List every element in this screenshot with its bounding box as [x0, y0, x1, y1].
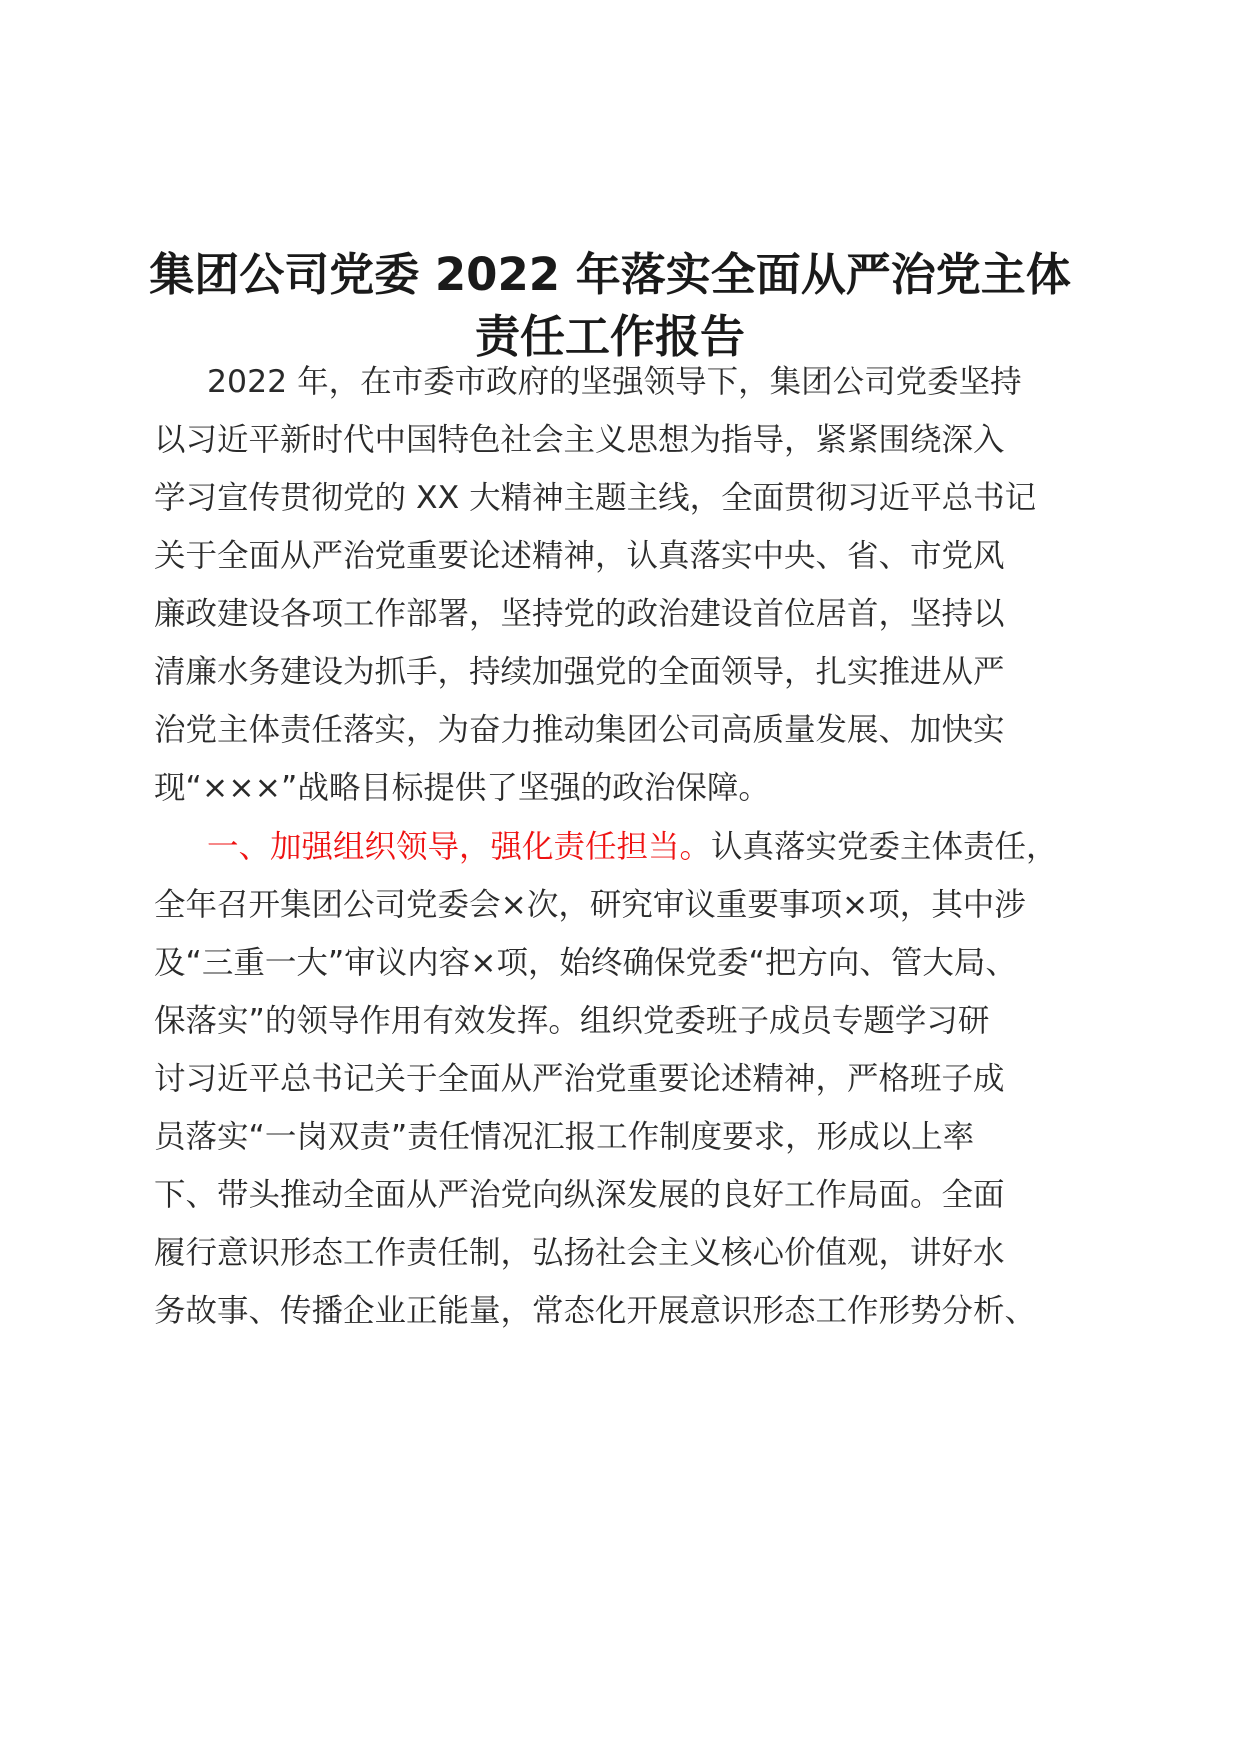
section-1-first-line	[207, 825, 1058, 869]
paragraph-1-line-8: 现“×××”战略目标提供了坚强的政治保障。	[154, 770, 770, 806]
paragraph-1-line-1: 2022 年，在市委市政府的坚强领导下，集团公司党委坚持	[207, 364, 1022, 400]
paragraph-1-line-5: 廉政建设各项工作部署，坚持党的政治建设首位居首，坚持以	[154, 596, 1005, 632]
paragraph-1-line-3: 学习宣传贯彻党的 XX 大精神主题主线，全面贯彻习近平总书记	[154, 480, 1037, 516]
section-1-line-6: 员落实“一岗双责”责任情况汇报工作制度要求，形成以上率	[154, 1119, 975, 1155]
section-1-first-line-text: 认真落实党委主体责任，	[711, 829, 1058, 865]
section-1-line-5: 讨习近平总书记关于全面从严治党重要论述精神，严格班子成	[154, 1061, 1005, 1097]
paragraph-1-line-6: 清廉水务建设为抓手，持续加强党的全面领导，扎实推进从严	[154, 654, 1005, 690]
section-1-line-4: 保落实”的领导作用有效发挥。组织党委班子成员专题学习研	[154, 1003, 990, 1039]
section-1-line-3: 及“三重一大”审议内容×项，始终确保党委“把方向、管大局、	[154, 945, 1017, 981]
section-1-line-8: 履行意识形态工作责任制，弘扬社会主义核心价值观，讲好水	[154, 1235, 1005, 1271]
document-title-line-1: 集团公司党委 2022 年落实全面从严治党主体	[149, 248, 1071, 301]
paragraph-1-line-7: 治党主体责任落实，为奋力推动集团公司高质量发展、加快实	[154, 712, 1005, 748]
document-title-line-2: 责任工作报告	[474, 310, 745, 363]
section-1-line-7: 下、带头推动全面从严治党向纵深发展的良好工作局面。全面	[154, 1177, 1005, 1213]
section-1-line-2: 全年召开集团公司党委会×次，研究审议重要事项×项，其中涉	[154, 887, 1026, 923]
section-1-heading: 一、加强组织领导，强化责任担当。	[207, 829, 712, 865]
paragraph-1-line-4: 关于全面从严治党重要论述精神，认真落实中央、省、市党风	[154, 538, 1005, 574]
section-1-line-9: 务故事、传播企业正能量，常态化开展意识形态工作形势分析、	[154, 1293, 1037, 1329]
paragraph-1-line-2: 以习近平新时代中国特色社会主义思想为指导，紧紧围绕深入	[154, 422, 1005, 458]
